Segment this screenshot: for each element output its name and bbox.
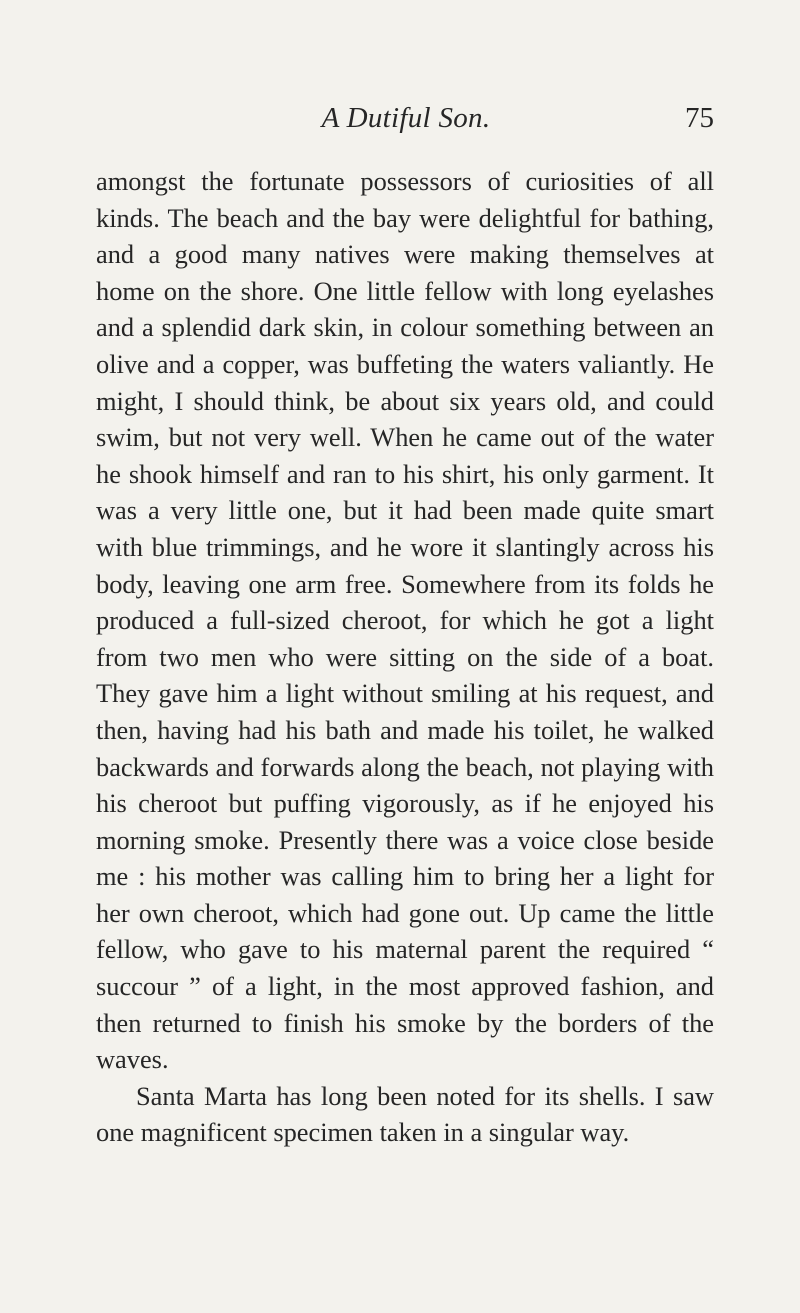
running-title: A Dutiful Son. [321, 102, 491, 134]
body-text [96, 163, 714, 1151]
paragraph-1: amongst the fortunate possessors of curiosities of all kinds. The beach and the bay were delightful for bathing, and a good many natives were making themselves at home on the shore. One little fellow with long eyelashes and a splendid dark skin, in colour something between an olive and a copper, was buffeting the waters valiantly. He might, I should think, be about six years old, and could swim, but not very well. When he came out of the water he shook himself and ran to his shirt, his only garment. It was a very little one, but it had been made quite smart with blue trimmings, and he wore it slantingly across his body, leaving one arm free. Somewhere from its folds he produced a full-sized cheroot, for which he got a light from two men who were sitting on the side of a boat. They gave him a light without smiling at his request, and then, having had his bath and made his toilet, he walked backwards and forwards along the beach, not playing with his cheroot but puffing vigorously, as if he enjoyed his morning smoke. Presently there was a voice close beside me : his mother was calling him to bring her a light for her own cheroot, which had gone out. Up came the little fellow, who gave to his maternal parent the required “ succour ” of a light, in the most approved fashion, and then returned to finish his smoke by the borders of the waves. [96, 166, 714, 1075]
page-number: 75 [685, 102, 714, 134]
paragraph-2: Santa Marta has long been noted for its shells. I saw one magnificent specimen taken in a singular way. [96, 1080, 714, 1148]
page-header [96, 102, 714, 142]
